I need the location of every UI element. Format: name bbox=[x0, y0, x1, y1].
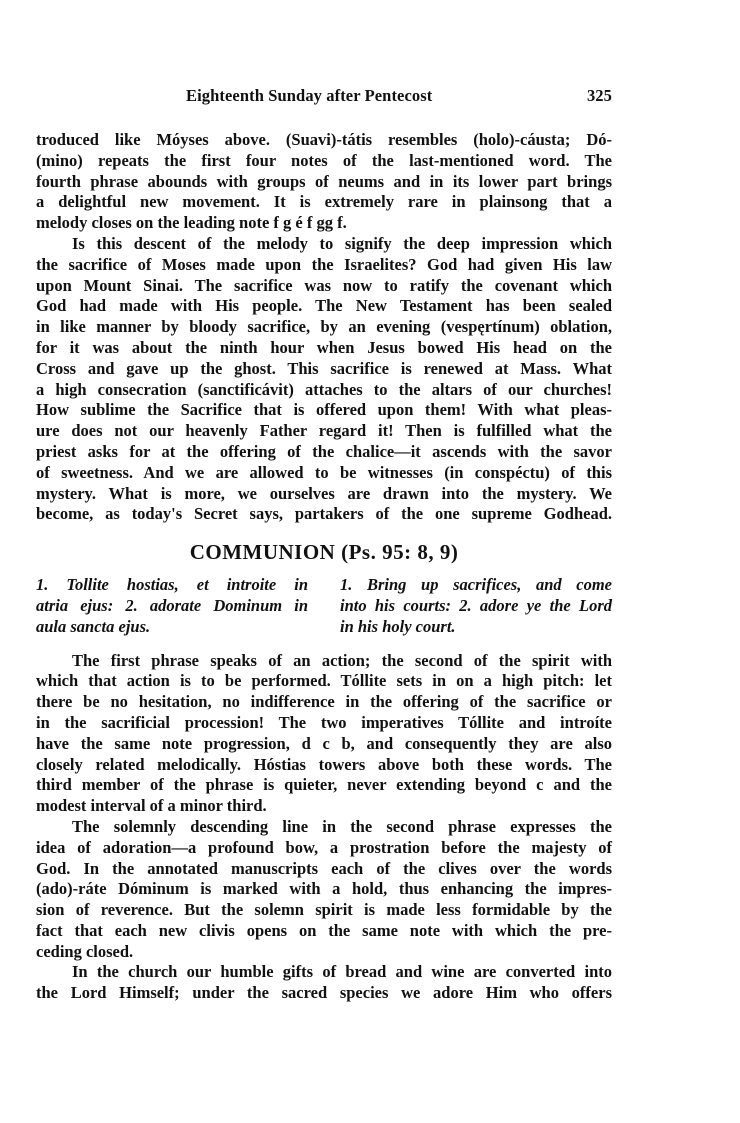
text-line: (ado)-ráte Dóminum is marked with a hold, thus enhancing the impres- bbox=[36, 879, 612, 899]
text-line: idea of adoration—a profound bow, a prostration before the majesty of bbox=[36, 837, 612, 857]
text-line: become, as today's Secret says, partakers of the one supreme Godhead. bbox=[36, 504, 612, 524]
text-line: there be no hesitation, no indifference in the offering of the sacrifice or bbox=[36, 692, 612, 712]
text-line: upon Mount Sinai. The sacrifice was now to ratify the covenant which bbox=[36, 275, 612, 295]
text-line: priest asks for at the offering of the chalice—it ascends with the savor bbox=[36, 441, 612, 461]
latin-column bbox=[36, 575, 308, 637]
text-line: in the sacrificial procession! The two imperatives Tóllite and introíte bbox=[36, 712, 612, 732]
text-line: have the same note progression, d c b, and consequently they are also bbox=[36, 733, 612, 753]
text-line: modest interval of a minor third. bbox=[36, 796, 267, 816]
text-line: mystery. What is more, we ourselves are drawn into the mystery. We bbox=[36, 483, 612, 503]
text-line: sion of reverence. But the solemn spirit is made less formidable by the bbox=[36, 900, 612, 920]
text-line: God. In the annotated manuscripts each of the clives over the words bbox=[36, 858, 612, 878]
latin-line: aula sancta ejus. bbox=[36, 616, 151, 636]
text-line: (mino) repeats the first four notes of the last-mentioned word. The bbox=[36, 150, 612, 170]
running-title: Eighteenth Sunday after Pentecost bbox=[186, 86, 433, 105]
latin-line: 1. Tollite hostias, et introite in bbox=[36, 575, 308, 595]
text-line: fourth phrase abounds with groups of neums and in its lower part brings bbox=[36, 171, 612, 191]
text-line: in like manner by bloody sacrifice, by an evening (vespęrtínum) oblation, bbox=[36, 317, 612, 337]
text-line: In the church our humble gifts of bread and wine are converted into bbox=[72, 962, 612, 982]
paragraph-2 bbox=[36, 234, 612, 525]
page-number: 325 bbox=[586, 86, 612, 105]
text-line: troduced like Móyses above. (Suavi)-tátis resembles (holo)-cáusta; Dó- bbox=[36, 130, 612, 149]
text-line: a delightful new movement. It is extremely rare in plainsong that a bbox=[36, 192, 612, 212]
text-line: a high consecration (sanctificávit) attaches to the altars of our churches! bbox=[36, 379, 612, 399]
text-line: the Lord Himself; under the sacred species we adore Him who offers bbox=[36, 983, 612, 1003]
text-line: fact that each new clivis opens on the same note with which the pre- bbox=[36, 920, 612, 940]
text-line: Cross and gave up the ghost. This sacrifice is renewed at Mass. What bbox=[36, 358, 612, 378]
latin-line: atria ejus: 2. adorate Dominum in bbox=[36, 595, 308, 615]
english-line: into his courts: 2. adore ye the Lord bbox=[340, 595, 612, 615]
text-line: ceding closed. bbox=[36, 941, 134, 961]
text-line: melody closes on the leading note f g é f gg f. bbox=[36, 213, 347, 233]
text-line: closely related melodically. Hóstias towers above both these words. The bbox=[36, 754, 612, 774]
text-line: of sweetness. And we are allowed to be witnesses (in conspéctu) of this bbox=[36, 462, 612, 482]
english-line: in his holy court. bbox=[340, 616, 456, 636]
text-line: The first phrase speaks of an action; the second of the spirit with bbox=[72, 650, 612, 670]
text-line: ure does not our heavenly Father regard it! Then is fulfilled what the bbox=[36, 421, 612, 441]
text-line: third member of the phrase is quieter, never extending beyond c and the bbox=[36, 775, 612, 795]
paragraph-4 bbox=[36, 817, 612, 963]
text-line: The solemnly descending line in the second phrase expresses the bbox=[72, 816, 612, 836]
text-line: God had made with His people. The New Testament has been sealed bbox=[36, 296, 612, 316]
english-line: 1. Bring up sacrifices, and come bbox=[340, 575, 612, 595]
text-line: for it was about the ninth hour when Jesus bowed His head on the bbox=[36, 337, 612, 357]
paragraph-1 bbox=[36, 130, 612, 234]
text-line: How sublime the Sacrifice that is offered upon them! With what pleas- bbox=[36, 400, 612, 420]
communion-text bbox=[36, 575, 612, 637]
text-line: Is this descent of the melody to signify the deep impression which bbox=[72, 233, 612, 253]
english-column bbox=[340, 575, 612, 637]
page-body bbox=[36, 130, 612, 1004]
section-heading: COMMUNION (Ps. 95: 8, 9) bbox=[189, 540, 459, 565]
paragraph-5 bbox=[36, 962, 612, 1004]
text-line: the sacrifice of Moses made upon the Israelites? God had given His law bbox=[36, 254, 612, 274]
text-line: which that action is to be performed. Tóllite sets in on a high pitch: let bbox=[36, 671, 612, 691]
paragraph-3 bbox=[36, 651, 612, 817]
